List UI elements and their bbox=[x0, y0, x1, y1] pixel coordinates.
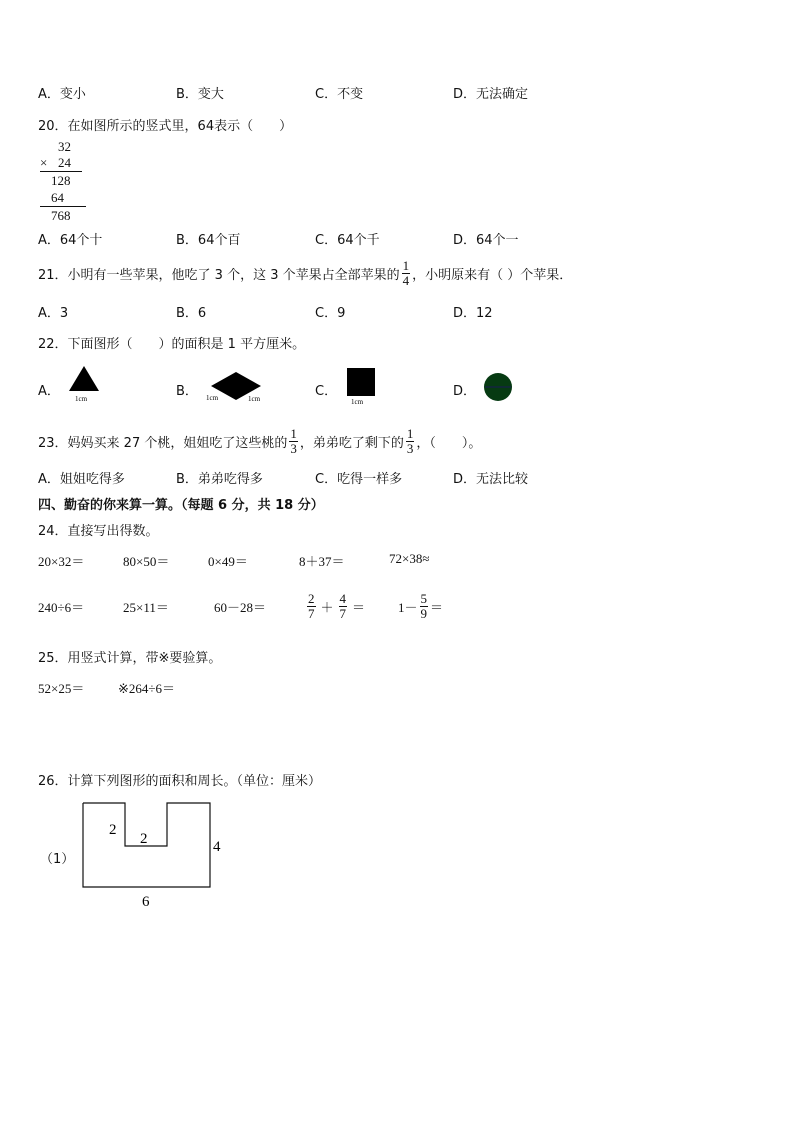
q21-fraction bbox=[402, 259, 411, 287]
q24-frac-a-num: 2 bbox=[308, 590, 315, 606]
q24-frac-a-den: 7 bbox=[308, 605, 315, 621]
q24-expr-6: 240÷6＝ bbox=[38, 600, 85, 615]
q24-stem: 24．直接写出得数。 bbox=[38, 524, 159, 539]
q19-option-d[interactable]: D．无法确定 bbox=[453, 87, 529, 102]
q25-stem: 25．用竖式计算，带※要验算。 bbox=[38, 651, 222, 666]
q23-stem bbox=[38, 423, 481, 459]
q24-expr-5: 72×38≈ bbox=[389, 551, 430, 566]
q22-stem: 22．下面图形（ ）的面积是 1 平方厘米。 bbox=[38, 337, 306, 352]
calc-partial-2: 64 bbox=[51, 190, 64, 205]
q24-expr-1: 20×32＝ bbox=[38, 554, 85, 569]
q19-option-c[interactable]: C．不变 bbox=[315, 87, 364, 102]
q25-item-1: 52×25＝ bbox=[38, 681, 85, 696]
rhombus-shape[interactable] bbox=[203, 370, 269, 404]
q24-frac-a bbox=[307, 592, 316, 620]
q24-expr-8: 60－28＝ bbox=[214, 600, 267, 615]
q23-frac2-num: 1 bbox=[406, 425, 414, 441]
dim-height: 4 bbox=[213, 839, 221, 855]
q21-stem-part-b: ，小明原来有（ ）个苹果． bbox=[412, 267, 573, 283]
q24-frac-b-den: 7 bbox=[339, 605, 347, 621]
calc-line-2 bbox=[40, 206, 86, 207]
square-unit-label: 1cm bbox=[351, 398, 364, 406]
q23-frac1-num: 1 bbox=[290, 425, 297, 441]
q24-equals-sign-2: ＝ bbox=[430, 599, 444, 615]
q24-frac-c bbox=[420, 592, 429, 620]
q24-frac-b-num: 4 bbox=[339, 590, 347, 606]
q23-option-c[interactable]: C．吃得一样多 bbox=[315, 472, 403, 487]
q23-frac1-den: 3 bbox=[290, 440, 297, 456]
q23-option-d[interactable]: D．无法比较 bbox=[453, 472, 529, 487]
q21-option-a[interactable]: A．3 bbox=[38, 306, 69, 321]
q23-fraction-2 bbox=[406, 427, 415, 455]
q24-plus-sign: ＋ bbox=[320, 599, 334, 615]
q23-option-b[interactable]: B．弟弟吃得多 bbox=[176, 472, 263, 487]
dim-width: 6 bbox=[142, 894, 150, 910]
q24-frac-c-num: 5 bbox=[420, 590, 428, 606]
q24-minuend: 1－ bbox=[398, 599, 418, 615]
q22-option-c-label[interactable]: C． bbox=[315, 384, 338, 399]
q20-option-d[interactable]: D．64个一 bbox=[453, 233, 519, 248]
q25-item-2: ※264÷6＝ bbox=[118, 681, 176, 696]
dim-notch-width: 2 bbox=[140, 831, 148, 847]
calc-times-sign: × bbox=[40, 155, 48, 170]
q22-option-a-label[interactable]: A． bbox=[38, 384, 60, 399]
calc-result: 768 bbox=[51, 208, 71, 223]
q24-expr-3: 0×49＝ bbox=[208, 554, 248, 569]
calc-partial-1: 128 bbox=[51, 173, 71, 188]
q24-expr-2: 80×50＝ bbox=[123, 554, 170, 569]
q20-option-b[interactable]: B．64个百 bbox=[176, 233, 241, 248]
q21-option-b[interactable]: B．6 bbox=[176, 306, 207, 321]
dim-notch-depth: 2 bbox=[109, 822, 117, 838]
q23-stem-part-b: ，弟弟吃了剩下的 bbox=[299, 435, 404, 451]
q24-equals-sign: ＝ bbox=[352, 599, 366, 615]
q21-option-d[interactable]: D．12 bbox=[453, 306, 493, 321]
q23-stem-part-a: 23．妈妈买来 27 个桃，姐姐吃了这些桃的 bbox=[38, 435, 288, 451]
q21-stem bbox=[38, 257, 572, 289]
rhombus-unit-label-left: 1cm bbox=[206, 394, 219, 402]
q20-option-c[interactable]: C．64个千 bbox=[315, 233, 380, 248]
triangle-shape[interactable] bbox=[66, 364, 102, 404]
q21-frac-den: 4 bbox=[402, 272, 410, 288]
q23-fraction-1 bbox=[289, 427, 298, 455]
q26-stem: 26．计算下列图形的面积和周长。（单位：厘米） bbox=[38, 774, 322, 789]
q24-expr-4: 8＋37＝ bbox=[299, 554, 345, 569]
circle-shape[interactable] bbox=[482, 371, 514, 403]
q23-option-a[interactable]: A．姐姐吃得多 bbox=[38, 472, 125, 487]
section-4-heading: 四、勤奋的你来算一算。（每题 6 分，共 18 分） bbox=[38, 498, 324, 513]
q22-option-d-label[interactable]: D． bbox=[453, 384, 477, 399]
q24-frac-b bbox=[339, 592, 348, 620]
calc-line-1 bbox=[40, 171, 82, 172]
rhombus-unit-label-right: 1cm bbox=[248, 395, 261, 403]
q19-option-b[interactable]: B．变大 bbox=[176, 87, 224, 102]
q20-option-a[interactable]: A．64个十 bbox=[38, 233, 103, 248]
q24-expr-7: 25×11＝ bbox=[123, 600, 169, 615]
calc-top: 32 bbox=[58, 139, 71, 154]
q21-stem-part-a: 21．小明有一些苹果，他吃了 3 个，这 3 个苹果占全部苹果的 bbox=[38, 267, 400, 283]
q23-frac2-den: 3 bbox=[406, 440, 414, 456]
u-shape-figure bbox=[76, 800, 246, 912]
calc-multiplier: 24 bbox=[58, 155, 71, 170]
q26-sub-label: （1） bbox=[40, 852, 75, 867]
q24-expr-10 bbox=[398, 588, 443, 624]
q19-option-a[interactable]: A．变小 bbox=[38, 87, 86, 102]
q21-option-c[interactable]: C．9 bbox=[315, 306, 346, 321]
square-shape[interactable] bbox=[344, 366, 378, 406]
q22-option-b-label[interactable]: B． bbox=[176, 384, 198, 399]
q23-stem-part-c: ，（ ）。 bbox=[416, 435, 482, 451]
q24-expr-9 bbox=[305, 588, 365, 624]
q24-frac-c-den: 9 bbox=[420, 605, 428, 621]
q20-stem: 20．在如图所示的竖式里，64表示（ ） bbox=[38, 119, 293, 134]
q21-frac-num: 1 bbox=[402, 257, 410, 273]
triangle-unit-label: 1cm bbox=[75, 395, 88, 403]
